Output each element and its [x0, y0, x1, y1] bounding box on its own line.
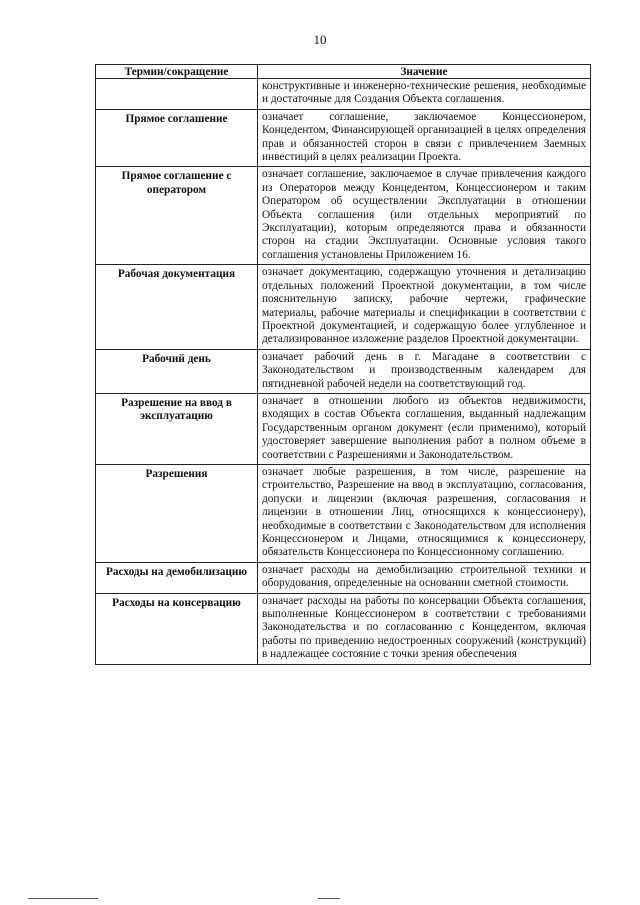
table-row — [96, 562, 591, 593]
table-row — [96, 393, 591, 464]
term-cell: Прямое соглашение с оператором — [96, 167, 258, 265]
table-row — [96, 79, 591, 110]
terms-table — [95, 64, 591, 665]
term-cell: Расходы на консервацию — [96, 593, 258, 664]
meaning-cell: означает в отношении любого из объектов недвижимости, входящих в состав Объекта соглашения, выданный надлежащим Государственным органом документ (если применимо), который удостоверяет завершение выполнения работ в полном объеме в соответствии с Разрешениями и Законодательством. — [258, 393, 591, 464]
meaning-cell: означает любые разрешения, в том числе, разрешение на строительство, Разрешение на ввод в эксплуатацию, согласования, допуски и лицензии (включая разрешения, согласования и лицензии в отношении Лиц, относящихся к концессионеру), необходимые в соответствии с Законодательством для исполнения Концессионером и Лицами, относящимися к концессионеру, обязательств Концессионера по Концессионному соглашению. — [258, 464, 591, 562]
table-row — [96, 265, 591, 349]
meaning-cell: означает расходы на демобилизацию строительной техники и оборудования, определенные на основании сметной стоимости. — [258, 562, 591, 593]
meaning-cell: означает рабочий день в г. Магадане в соответствии с Законодательством и производственным календарем для пятидневной рабочей недели на соответствующий год. — [258, 349, 591, 393]
meaning-cell: означает соглашение, заключаемое Концессионером, Концедентом, Финансирующей организацией в целях определения прав и обязанностей сторон в связи с привлечением Заемных инвестиций в целях реализации Проекта. — [258, 109, 591, 167]
table-row — [96, 464, 591, 562]
table-row — [96, 593, 591, 664]
table-row — [96, 349, 591, 393]
scan-artifact-line-center — [318, 898, 340, 899]
table-header-row — [96, 65, 591, 79]
meaning-cell: означает расходы на работы по консервации Объекта соглашения, выполненные Концессионером в соответствии с требованиями Законодательства и по согласованию с Концедентом, включая работы по приведению недостроенных сооружений (конструкций) в надлежащее состояние с точки зрения обеспечения — [258, 593, 591, 664]
table-row — [96, 167, 591, 265]
header-term: Термин/сокращение — [96, 65, 258, 79]
table-row — [96, 109, 591, 167]
term-cell: Рабочая документация — [96, 265, 258, 349]
term-cell: Разрешение на ввод в эксплуатацию — [96, 393, 258, 464]
meaning-cell: означает документацию, содержащую уточнения и детализацию отдельных положений Проектной документации, в том числе пояснительную записку, рабочие чертежи, графические материалы, рабочие материалы и спецификации в соответствии с Проектной документацией, и содержащую более углубленное и детализированное изложение разделов Проектной документации. — [258, 265, 591, 349]
term-cell: Расходы на демобилизацию — [96, 562, 258, 593]
page-number: 10 — [313, 32, 327, 47]
meaning-cell: конструктивные и инженерно-технические решения, необходимые и достаточные для Создания Объекта соглашения. — [258, 79, 591, 110]
meaning-cell: означает соглашение, заключаемое в случае привлечения каждого из Операторов между Концедентом, Концессионером и таким Оператором об осуществлении Эксплуатации в отношении Объекта соглашения (или отдельных мероприятий по Эксплуатации), которым определяются права и обязанности сторон на стадии Эксплуатации. Основные условия такого соглашения установлены Приложением 16. — [258, 167, 591, 265]
term-cell: Разрешения — [96, 464, 258, 562]
header-meaning: Значение — [258, 65, 591, 79]
term-cell — [96, 79, 258, 110]
term-cell: Прямое соглашение — [96, 109, 258, 167]
term-cell: Рабочий день — [96, 349, 258, 393]
scan-artifact-line-left — [28, 898, 98, 899]
